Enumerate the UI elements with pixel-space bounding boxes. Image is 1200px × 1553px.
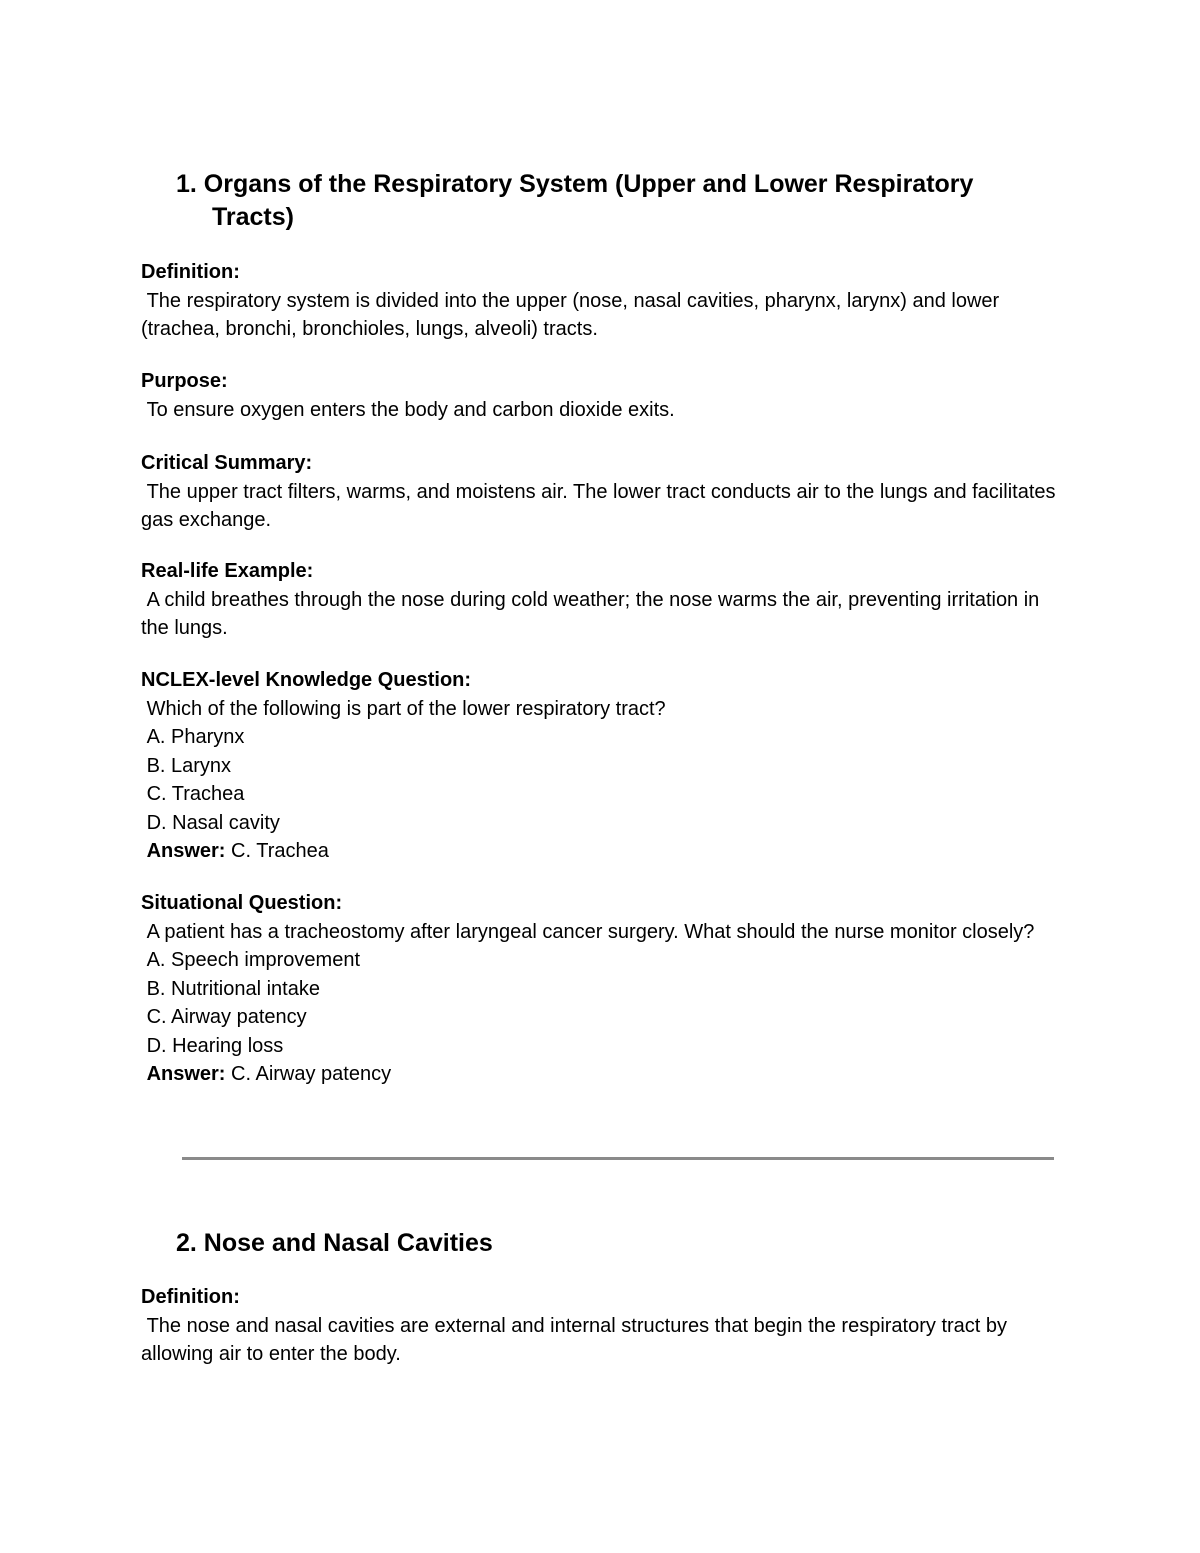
situational-option-a: A. Speech improvement (141, 949, 360, 971)
nclex-option-c: C. Trachea (141, 783, 245, 805)
section-1-situational-question (141, 889, 1061, 1089)
nclex-question-text: Which of the following is part of the lower respiratory tract? (141, 697, 666, 720)
critical-summary-label: Critical Summary: (141, 452, 313, 474)
section-1-definition (141, 258, 1061, 344)
definition-text: The nose and nasal cavities are external and internal structures that begin the respiratory tract by allowing air to enter the body. (141, 1314, 1013, 1365)
section-2-heading: 2. Nose and Nasal Cavities (176, 1229, 493, 1257)
definition-label: Definition: (141, 1286, 240, 1308)
nclex-answer-text: C. Trachea (225, 840, 329, 862)
section-1-purpose (141, 367, 1061, 424)
nclex-option-d: D. Nasal cavity (141, 811, 280, 834)
situational-answer-text: C. Airway patency (225, 1063, 392, 1085)
situational-option-c: C. Airway patency (141, 1006, 307, 1028)
situational-question-label: Situational Question: (141, 892, 343, 914)
section-1-nclex-question (141, 666, 1061, 866)
situational-answer (141, 1060, 1061, 1089)
section-1-heading (176, 168, 1036, 234)
nclex-option-b: B. Larynx (141, 754, 232, 777)
situational-option-b: B. Nutritional intake (141, 977, 320, 1000)
nclex-answer (141, 837, 1061, 866)
critical-summary-text: The upper tract filters, warms, and moistens air. The lower tract conducts air to the lungs and facilitates gas exchange. (141, 480, 1062, 531)
situational-answer-label: Answer: (141, 1063, 226, 1085)
definition-label: Definition: (141, 261, 240, 283)
definition-text: The respiratory system is divided into the upper (nose, nasal cavities, pharynx, larynx) and lower (trachea, bronchi, bronchioles, lungs, alveoli) tracts. (141, 289, 1005, 340)
real-life-example-text: A child breathes through the nose during cold weather; the nose warms the air, preventing irritation in the lungs. (141, 588, 1045, 639)
purpose-text: To ensure oxygen enters the body and carbon dioxide exits. (141, 398, 675, 421)
section-divider (182, 1157, 1054, 1160)
section-1-heading-line-2: Tracts) (212, 203, 294, 231)
section-1-critical-summary (141, 449, 1061, 535)
nclex-question-label: NCLEX-level Knowledge Question: (141, 669, 472, 691)
section-1-real-life-example (141, 557, 1061, 643)
purpose-label: Purpose: (141, 370, 228, 392)
real-life-example-label: Real-life Example: (141, 560, 314, 582)
section-2-definition (141, 1283, 1061, 1369)
situational-question-text: A patient has a tracheostomy after laryngeal cancer surgery. What should the nurse monitor closely? (141, 920, 1035, 943)
section-1-heading-line-1: 1. Organs of the Respiratory System (Upper and Lower Respiratory (176, 170, 974, 198)
nclex-option-a: A. Pharynx (141, 726, 245, 748)
situational-option-d: D. Hearing loss (141, 1034, 284, 1057)
nclex-answer-label: Answer: (141, 840, 226, 862)
